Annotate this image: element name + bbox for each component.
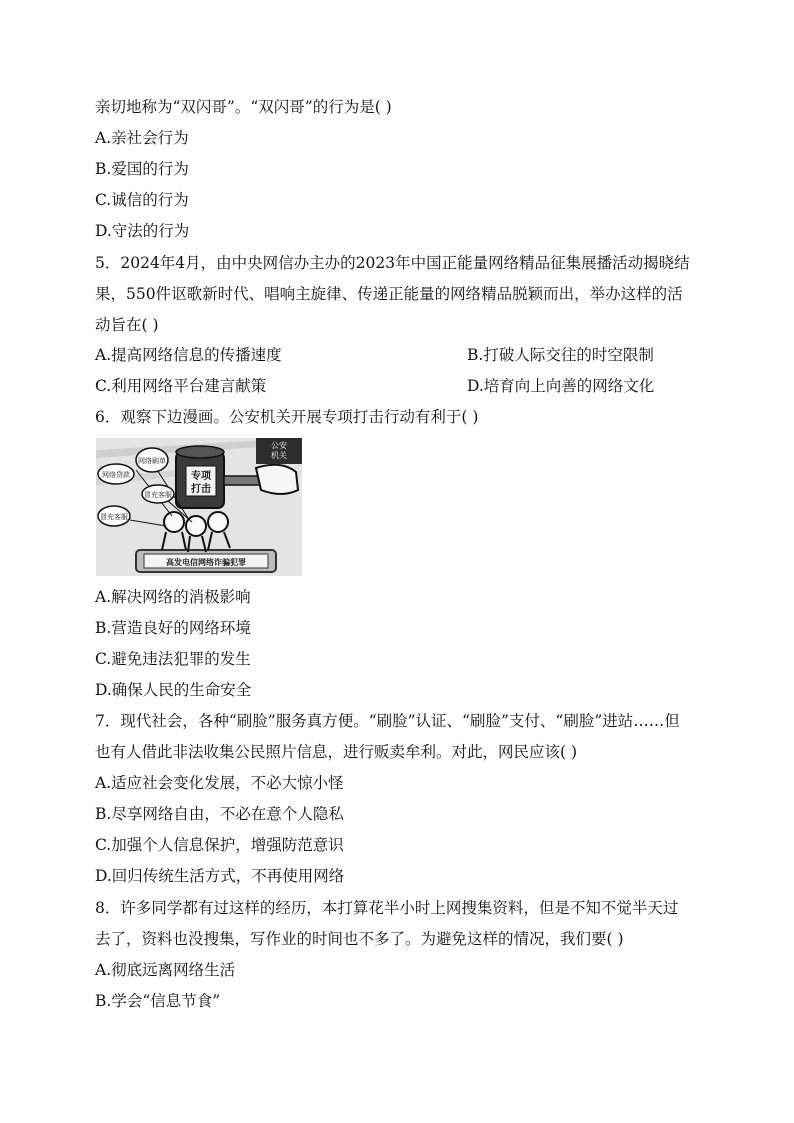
q6-option-b: B.营造良好的网络环境 bbox=[95, 619, 251, 637]
cartoon-arm-label-1: 公安 bbox=[271, 441, 287, 450]
cartoon-bubble-2: 网络刷单 bbox=[138, 457, 166, 465]
question-8-stem-line-1: 8．许多同学都有过这样的经历，本打算花半小时上网搜集资料，但是不知不觉半天过 bbox=[95, 899, 679, 917]
question-7-stem-line-2: 也有人借此非法收集公民照片信息，进行贩卖牟利。对此，网民应该( ) bbox=[95, 743, 578, 761]
q4-option-a: A.亲社会行为 bbox=[95, 129, 189, 147]
q6-option-a: A.解决网络的消极影响 bbox=[95, 588, 251, 606]
cartoon-image bbox=[96, 438, 302, 576]
cartoon-bubble-1: 网络贷款 bbox=[102, 471, 130, 479]
q4-option-c: C.诚信的行为 bbox=[95, 191, 189, 209]
q5-option-c: C.利用网络平台建言献策 bbox=[95, 377, 267, 395]
q5-options-row-1 bbox=[95, 344, 704, 366]
q7-option-c: C.加强个人信息保护，增强防范意识 bbox=[95, 836, 344, 854]
q4-option-d: D.守法的行为 bbox=[95, 222, 190, 240]
q7-option-d: D.回归传统生活方式，不再使用网络 bbox=[95, 867, 345, 885]
question-6-stem: 6．观察下边漫画。公安机关开展专项打击行动有利于( ) bbox=[95, 408, 479, 426]
question-5-stem-line-2: 果，550件讴歌新时代、唱响主旋律、传递正能量的网络精品脱颖而出，举办这样的活 bbox=[95, 285, 683, 303]
cartoon-hammer-text-2: 打击 bbox=[191, 484, 211, 495]
q5-option-a: A.提高网络信息的传播速度 bbox=[95, 346, 282, 364]
question-4-stem-tail: 亲切地称为“双闪哥”。“双闪哥”的行为是( ) bbox=[95, 98, 392, 116]
cartoon-arm-label-2: 机关 bbox=[271, 451, 287, 460]
q8-option-b: B.学会“信息节食” bbox=[95, 992, 221, 1010]
question-5-stem-line-3: 动旨在( ) bbox=[95, 316, 159, 334]
q5-option-d: D.培育向上向善的网络文化 bbox=[467, 377, 655, 395]
cartoon-bubble-3: 冒充客服 bbox=[144, 491, 172, 499]
q5-options-row-2 bbox=[95, 375, 704, 397]
q4-option-b: B.爱国的行为 bbox=[95, 160, 189, 178]
q5-option-b: B.打破人际交往的时空限制 bbox=[467, 346, 654, 364]
q7-option-b: B.尽享网络自由，不必在意个人隐私 bbox=[95, 805, 344, 823]
q6-option-d: D.确保人民的生命安全 bbox=[95, 681, 252, 699]
q8-option-a: A.彻底远离网络生活 bbox=[95, 961, 236, 979]
cartoon-bubble-4: 冒充客服 bbox=[100, 513, 128, 521]
question-7-stem-line-1: 7．现代社会，各种“刷脸”服务真方便。“刷脸”认证、“刷脸”支付、“刷脸”进站……但 bbox=[95, 712, 680, 730]
q7-option-a: A.适应社会变化发展，不必大惊小怪 bbox=[95, 774, 344, 792]
cartoon-phone-text: 高发电信网络诈骗犯罪 bbox=[166, 558, 246, 567]
q6-option-c: C.避免违法犯罪的发生 bbox=[95, 650, 251, 668]
cartoon-hammer-text-1: 专项 bbox=[191, 471, 211, 482]
question-8-stem-line-2: 去了，资料也没搜集，写作业的时间也不多了。为避免这样的情况，我们要( ) bbox=[95, 930, 624, 948]
question-5-stem-line-1: 5．2024年4月，由中央网信办主办的2023年中国正能量网络精品征集展播活动揭晓结 bbox=[95, 254, 690, 272]
